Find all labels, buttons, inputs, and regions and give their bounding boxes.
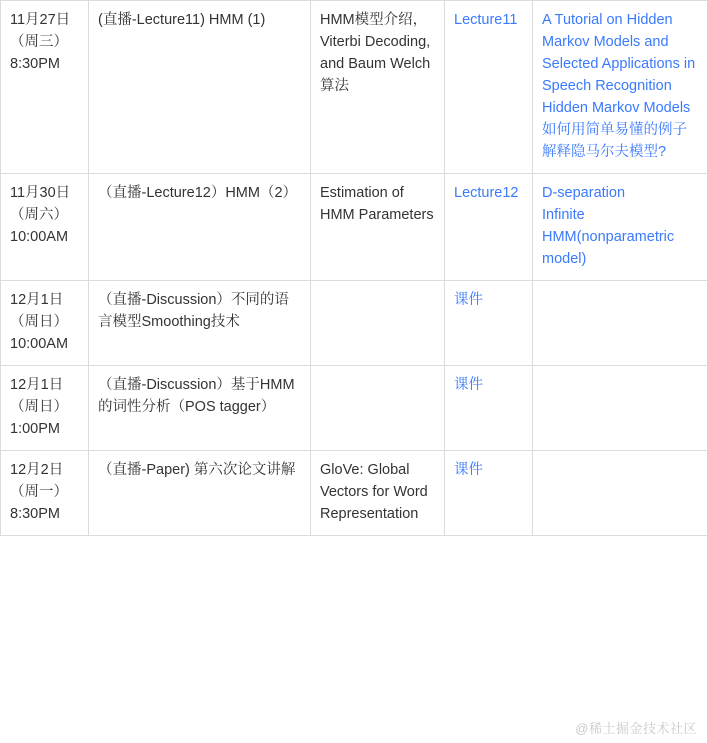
row-title: （直播-Lecture12）HMM（2） — [89, 174, 311, 281]
row-title: (直播-Lecture11) HMM (1) — [89, 1, 311, 174]
reference-item — [542, 9, 698, 119]
slides-link[interactable]: 课件 — [454, 377, 483, 393]
watermark: @稀土掘金技术社区 — [575, 721, 697, 736]
reference-item — [542, 204, 698, 270]
row-references — [533, 281, 707, 366]
row-slides — [445, 451, 533, 536]
reference-item — [542, 182, 698, 204]
row-title: （直播-Paper) 第六次论文讲解 — [89, 451, 311, 536]
reference-item — [542, 119, 698, 163]
row-topic: Estimation of HMM Parameters — [311, 174, 445, 281]
table-row — [1, 174, 707, 281]
row-topic: GloVe: Global Vectors for Word Representation — [311, 451, 445, 536]
reference-link[interactable]: 如何用简单易懂的例子解释隐马尔夫模型? — [542, 122, 687, 160]
slides-link[interactable]: Lecture12 — [454, 185, 519, 201]
table-row — [1, 451, 707, 536]
row-slides — [445, 366, 533, 451]
reference-link[interactable]: Infinite HMM(nonparametric model) — [542, 207, 675, 267]
row-title: （直播-Discussion）不同的语言模型Smoothing技术 — [89, 281, 311, 366]
row-topic: HMM模型介绍，Viterbi Decoding, and Baum Welch算法 — [311, 1, 445, 174]
row-date: 12月1日（周日）10:00AM — [1, 281, 89, 366]
slides-link[interactable]: Lecture11 — [454, 12, 518, 28]
row-topic — [311, 281, 445, 366]
reference-link[interactable]: D-separation — [542, 185, 626, 201]
row-title: （直播-Discussion）基于HMM的词性分析（POS tagger） — [89, 366, 311, 451]
row-date: 12月1日（周日）1:00PM — [1, 366, 89, 451]
row-date: 12月2日（周一）8:30PM — [1, 451, 89, 536]
table-row — [1, 281, 707, 366]
table-row — [1, 1, 707, 174]
row-topic — [311, 366, 445, 451]
row-references — [533, 1, 707, 174]
reference-link[interactable]: A Tutorial on Hidden Markov Models and Selected Applications in Speech Recognition Hidden Markov Models — [542, 12, 696, 116]
slides-link[interactable]: 课件 — [454, 462, 483, 478]
row-date: 11月30日（周六）10:00AM — [1, 174, 89, 281]
row-references — [533, 174, 707, 281]
row-slides — [445, 174, 533, 281]
row-references — [533, 366, 707, 451]
table-row — [1, 366, 707, 451]
slides-link[interactable]: 课件 — [454, 292, 483, 308]
row-references — [533, 451, 707, 536]
schedule-table-body — [1, 1, 707, 536]
row-slides — [445, 1, 533, 174]
row-slides — [445, 281, 533, 366]
row-date: 11月27日（周三）8:30PM — [1, 1, 89, 174]
